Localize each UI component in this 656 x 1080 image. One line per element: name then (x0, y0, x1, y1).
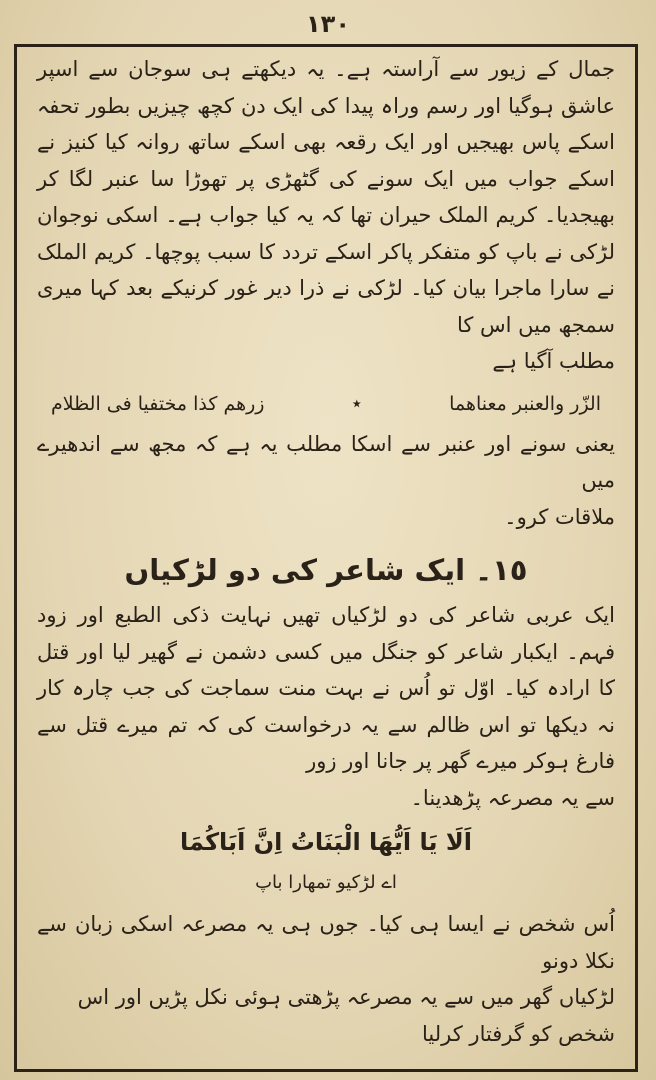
verse-2-translation: اے لڑکیو تمھارا باپ (255, 872, 397, 893)
page-content (37, 51, 615, 1052)
paragraph-2: یعنی سونے اور عنبر سے اسکا مطلب یہ ہے کہ مجھ سے اندھیرے میں (37, 431, 615, 492)
page-number: ١٣٠ (306, 10, 350, 38)
paragraph-1-last-line: مطلب آگیا ہے (492, 349, 615, 373)
paragraph-3: ایک عربی شاعر کی دو لڑکیاں تھیں نہایت ذکی الطبع اور زود فہم۔ ایکبار شاعر کو جنگل میں کسی دشمن نے گھیر لیا اور قتل کا ارادہ کیا۔ اوّل تو اُس نے بہت منت سماجت کی جب چارہ کار نہ دیکھا تو اس ظالم سے یہ درخواست کی کہ تم میرے قتل سے فارغ ہوکر میرے گھر پر جانا اور زور (37, 603, 615, 773)
paragraph-4-last-line: لڑکیاں گھر میں سے یہ مصرعہ پڑھتی ہوئی نکل پڑیں اور اس شخص کو گرفتار کرلیا (77, 985, 615, 1046)
arabic-verse-1 (51, 388, 601, 420)
section-heading: ١٥۔ ایک شاعر کی دو لڑکیاں (124, 553, 528, 587)
arabic-verse-2: اَلَا یَا اَیُّھَا الْبَنَاتُ اِنَّ اَبَاکُمَا (180, 828, 472, 856)
paragraph-4: اُس شخص نے ایسا ہی کیا۔ جوں ہی یہ مصرعہ اسکی زبان سے نکلا دونو (37, 912, 615, 973)
paragraph-2-last-line: ملاقات کرو۔ (504, 504, 615, 529)
paragraph-3-last-line: سے یہ مصرعہ پڑھدینا۔ (410, 785, 615, 810)
verse-separator: ٭ (351, 392, 362, 414)
verse-1-second-half: زرھم کذا مختفیا فی الظلام (51, 392, 265, 415)
text-frame (14, 44, 638, 1072)
verse-1-first-half: الزّر والعنبر معناھما (449, 392, 601, 415)
paragraph-1: جمال کے زیور سے آراستہ ہے۔ یہ دیکھتے ہی سوجان سے اسپر عاشق ہوگیا اور رسم وراہ پیدا کی ایک دن کچھ چیزیں بطور تحفہ اسکے پاس بھیجیں اور ایک رقعہ بھی اسکے ساتھ روانہ کیا کنیز نے اسکے جواب میں ایک سونے کی گٹھڑی پر تھوڑا سا عنبر لگا کر بھیجدیا۔ کریم الملک حیران تھا کہ یہ کیا جواب ہے۔ اسکی نوجوان لڑکی نے باپ کو متفکر پاکر اسکے تردد کا سبب پوچھا۔ کریم الملک نے سارا ماجرا بیان کیا۔ لڑکی نے ذرا دیر غور کرنیکے بعد کہا میری سمجھ میں اس کا (37, 57, 615, 337)
